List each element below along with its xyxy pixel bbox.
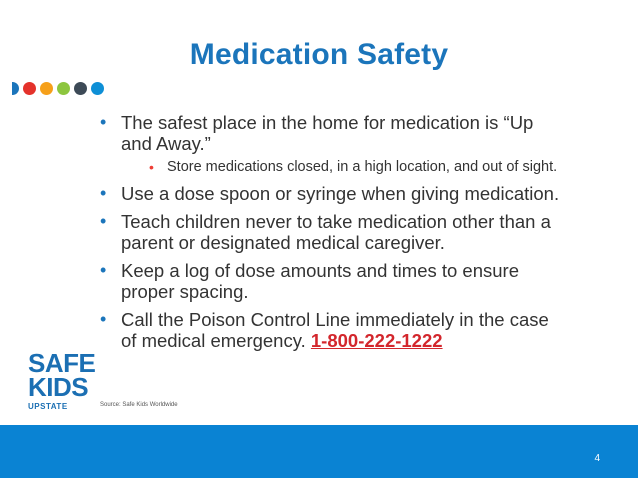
bullet-text: Use a dose spoon or syringe when giving medication. <box>121 183 560 204</box>
bullet-item <box>100 260 560 302</box>
dot-icon <box>40 82 53 95</box>
bullet-text: Call the Poison Control Line immediately in the case of medical emergency. <box>121 309 549 351</box>
bullet-text: The safest place in the home for medication is “Up and Away.” <box>121 112 534 154</box>
dot-icon <box>91 82 104 95</box>
logo-subtitle: UPSTATE <box>28 402 68 411</box>
sub-bullet-item <box>121 159 560 176</box>
bullet-list <box>100 112 560 358</box>
dot-icon <box>12 82 19 95</box>
phone-link[interactable]: 1-800-222-1222 <box>310 330 443 351</box>
bullet-item <box>100 183 560 204</box>
dot-icon <box>23 82 36 95</box>
slide-title: Medication Safety <box>189 38 449 71</box>
bullet-item <box>100 309 560 351</box>
bullet-item <box>100 112 560 176</box>
dot-icon <box>74 82 87 95</box>
decorative-dots <box>12 82 104 96</box>
sub-bullet-text: Store medications closed, in a high location, and out of sight. <box>167 159 558 175</box>
bullet-text: Keep a log of dose amounts and times to ensure proper spacing. <box>121 260 520 302</box>
source-note: Source: Safe Kids Worldwide <box>100 402 178 408</box>
logo-line2: KIDS <box>28 372 89 402</box>
bullet-item <box>100 211 560 253</box>
dot-icon <box>57 82 70 95</box>
page-number: 4 <box>594 453 600 464</box>
bullet-text: Teach children never to take medication other than a parent or designated medical caregiver. <box>121 211 551 253</box>
safe-kids-logo <box>28 348 96 411</box>
footer-bar <box>0 425 638 478</box>
logo-line1: SAFE <box>28 348 96 378</box>
sub-bullet-list <box>121 159 560 176</box>
